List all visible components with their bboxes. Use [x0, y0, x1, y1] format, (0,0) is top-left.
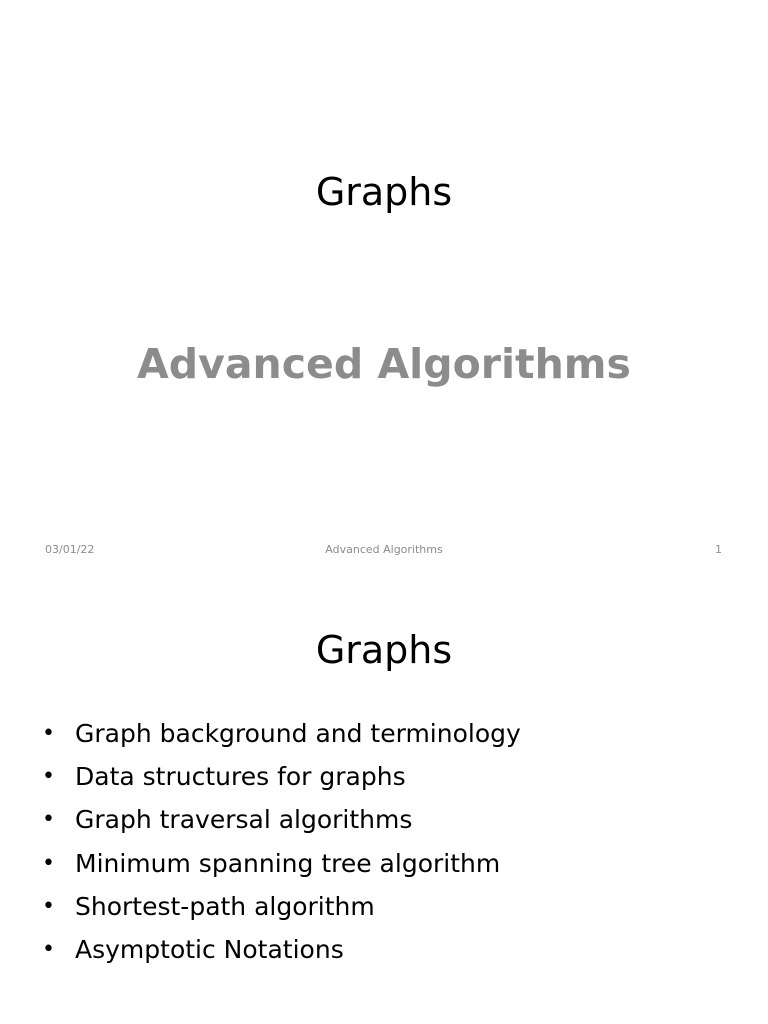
bullet-icon: • [42, 936, 55, 962]
list-item [42, 842, 521, 885]
list-item [42, 712, 521, 755]
slide-title: Graphs [315, 170, 453, 214]
bullet-icon: • [42, 893, 55, 919]
slide-footer [0, 540, 768, 560]
bullet-text: Graph traversal algorithms [75, 805, 413, 835]
list-item [42, 798, 521, 841]
slide-subtitle: Advanced Algorithms [137, 340, 631, 388]
footer-page-number: 1 [715, 543, 722, 556]
slide-title: Graphs [315, 628, 453, 672]
content-slide [0, 576, 768, 1024]
bullet-list [42, 712, 521, 971]
bullet-text: Minimum spanning tree algorithm [75, 848, 501, 878]
bullet-icon: • [42, 764, 55, 790]
list-item [42, 885, 521, 928]
bullet-icon: • [42, 850, 55, 876]
bullet-text: Asymptotic Notations [75, 934, 344, 964]
bullet-text: Data structures for graphs [75, 762, 406, 792]
list-item [42, 928, 521, 971]
bullet-text: Shortest-path algorithm [75, 891, 375, 921]
footer-date: 03/01/22 [45, 543, 95, 556]
bullet-icon: • [42, 807, 55, 833]
bullet-text: Graph background and terminology [75, 719, 521, 748]
list-item [42, 755, 521, 798]
footer-course-name: Advanced Algorithms [325, 543, 443, 556]
bullet-icon: • [42, 721, 55, 746]
